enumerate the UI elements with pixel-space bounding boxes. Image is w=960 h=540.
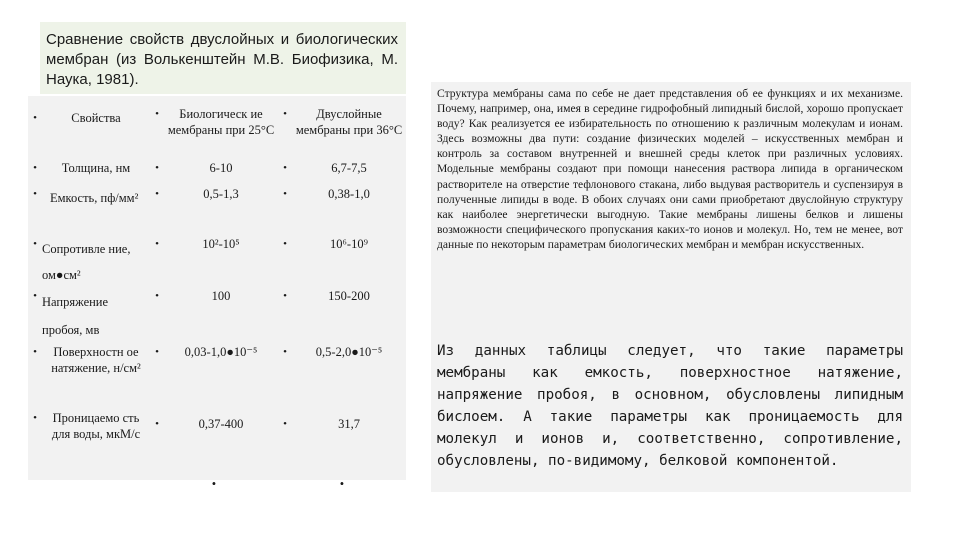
bullet: • bbox=[283, 188, 287, 200]
row-biological-value: 0,37-400 bbox=[198, 417, 244, 431]
bullet: • bbox=[155, 162, 159, 174]
conclusion-paragraph: Из данных таблицы следует, что такие параметры мембраны как емкость, поверхностное натяжение, напряжение пробоя, в основном, обусловлены липидным бислоем. А такие параметры как проницаемость для молекул и ионов и, соответственно, сопротивление, обусловлены, по-видимому, белковой компонентой. bbox=[437, 343, 903, 469]
text-box bbox=[431, 82, 911, 492]
row-property: Толщина, нм bbox=[61, 161, 131, 175]
row-bilayer-value: 0,38-1,0 bbox=[328, 187, 370, 201]
bullet: • bbox=[283, 346, 287, 358]
bullet: • bbox=[155, 290, 159, 302]
row-biological-value: 0,5-1,3 bbox=[203, 187, 239, 201]
row-biological-value: 0,03-1,0●10⁻⁵ bbox=[184, 345, 258, 359]
table-row bbox=[28, 186, 406, 236]
bullet: • bbox=[33, 412, 37, 424]
bullet: • bbox=[155, 238, 159, 250]
bullet: • bbox=[155, 346, 159, 358]
slide-title: Сравнение свойств двуслойных и биологических мембран (из Волькенштейн М.В. Биофизика, М. Наука, 1981). bbox=[46, 31, 398, 88]
row-property: Емкость, пф/мм² bbox=[50, 191, 139, 205]
bullet: • bbox=[33, 188, 37, 200]
row-bilayer-value: 150-200 bbox=[328, 289, 370, 303]
header-bilayer: Двуслойные мембраны при 36°С bbox=[295, 107, 403, 137]
table-row bbox=[28, 160, 406, 186]
bullet: • bbox=[155, 188, 159, 200]
row-property: Сопротивле ние, ом●см² bbox=[42, 242, 131, 282]
bullet: • bbox=[33, 238, 37, 250]
row-bilayer-value: 6,7-7,5 bbox=[331, 161, 367, 175]
bullet: • bbox=[155, 418, 159, 430]
title-box bbox=[40, 22, 406, 94]
table-box bbox=[28, 96, 406, 491]
header-biological: Биологическ ие мембраны при 25°С bbox=[167, 107, 275, 137]
row-property: Поверхностн ое натяжение, н/см² bbox=[51, 345, 141, 375]
row-biological-value: 100 bbox=[211, 289, 231, 303]
bullet: • bbox=[283, 238, 287, 250]
header-properties: Свойства bbox=[71, 111, 121, 125]
table-row bbox=[28, 410, 406, 464]
bullet: • bbox=[33, 346, 37, 358]
comparison-table bbox=[28, 96, 406, 494]
row-property: Напряжение пробоя, мв bbox=[42, 295, 109, 337]
bullet: • bbox=[283, 162, 287, 174]
bullet: • bbox=[339, 477, 345, 491]
row-biological-value: 6-10 bbox=[209, 161, 233, 175]
table-row bbox=[28, 288, 406, 344]
intro-paragraph: Структура мембраны сама по себе не дает представления об ее функциях и их механизме. Почему, например, она, имея в середине гидрофобный липидный бислой, хорошо пропускает воду? Как реализуется ее избирательность по отношению к различным молекулам и ионам. Здесь возможны два пути: создание физических моделей – искусственных мембран и контроль за составом внутренней и внешней среды клеток при различных условиях. Модельные мембраны создают при помощи нанесения раствора липида в органическом растворителе на отверстие тефлонового стакана, либо выдувая растворитель и суспензируя в полученные липиды в воде. В обоих случаях они сами приобретают двуслойную структуру как наиболее энергетически выгодную. Такие мембраны лишены белков и лишены возможности специфического пропускания каких-то ионов и молекул. Но, тем не менее, вот данные по некоторым параметрам биологических мембран и мембран искусственных. bbox=[437, 87, 903, 251]
row-bilayer-value: 0,5-2,0●10⁻⁵ bbox=[315, 345, 383, 359]
bullet: • bbox=[211, 477, 217, 491]
row-bilayer-value: 31,7 bbox=[338, 417, 360, 431]
row-bilayer-value: 10⁶-10⁹ bbox=[330, 237, 368, 251]
bullet: • bbox=[283, 290, 287, 302]
table-row bbox=[28, 344, 406, 410]
table-row bbox=[28, 236, 406, 288]
bullet: • bbox=[33, 162, 37, 174]
table-header-row bbox=[28, 96, 406, 160]
bullet: • bbox=[155, 108, 159, 120]
bullet: • bbox=[33, 112, 37, 124]
row-biological-value: 10²-10⁵ bbox=[202, 237, 240, 251]
bullet: • bbox=[283, 418, 287, 430]
row-property: Проницаемо сть для воды, мкМ/с bbox=[51, 411, 141, 441]
bullet: • bbox=[33, 290, 37, 302]
table-row bbox=[28, 464, 406, 494]
bullet: • bbox=[283, 108, 287, 120]
